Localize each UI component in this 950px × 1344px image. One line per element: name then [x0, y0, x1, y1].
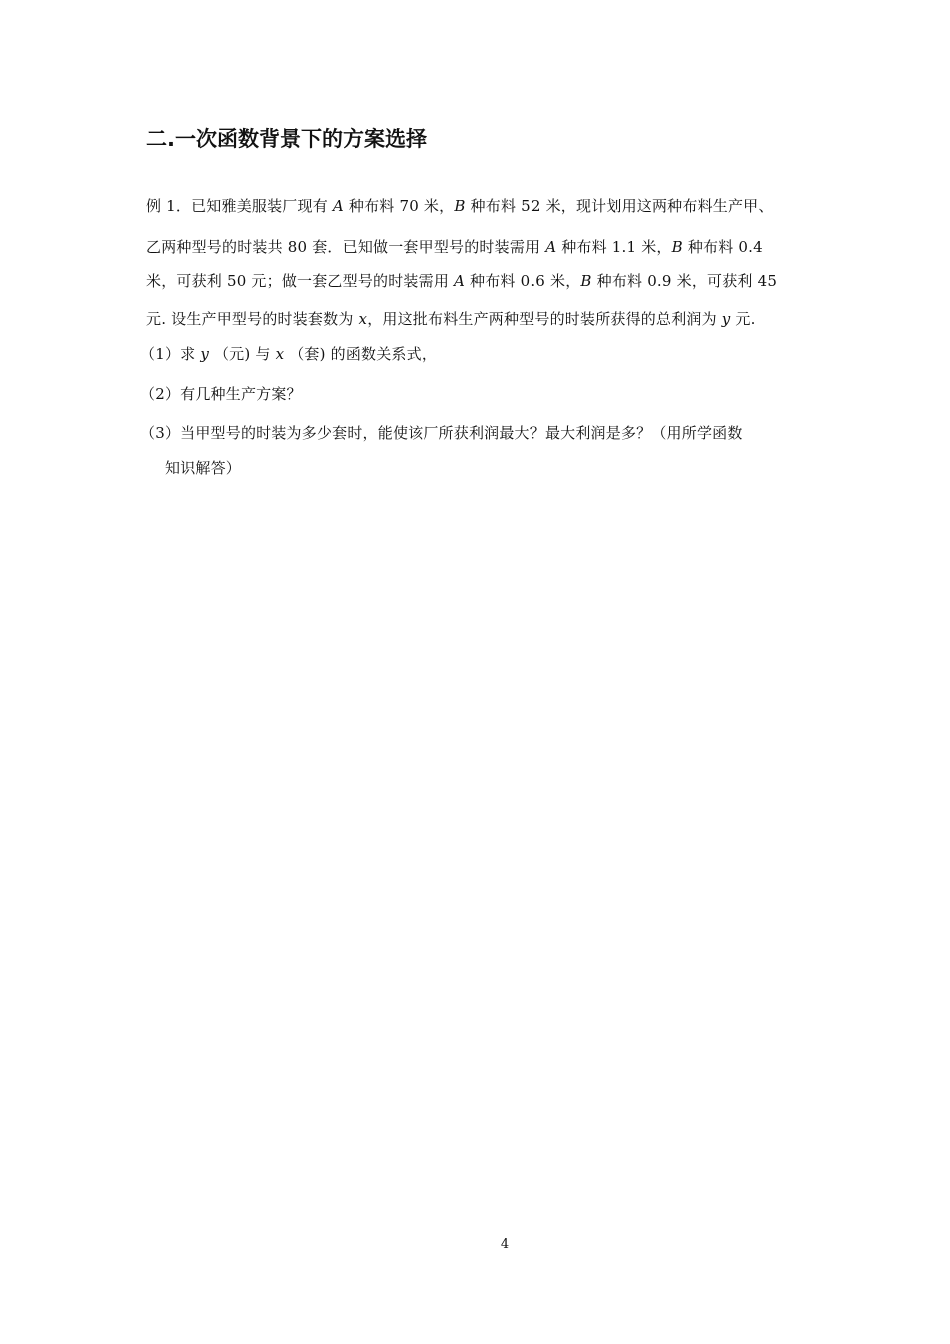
variable-y: y	[200, 345, 209, 363]
example-line-1	[146, 195, 774, 217]
text-segment: 例 1．已知雅美服装厂现有	[146, 197, 333, 215]
question-1	[140, 343, 437, 365]
text-segment: 种布料 0.6 米，	[465, 272, 581, 290]
variable-y: y	[721, 310, 731, 328]
text-segment: （1）求	[140, 345, 201, 363]
variable-b: B	[580, 272, 592, 290]
text-segment: 种布料 1.1 米，	[556, 238, 672, 256]
text-segment: 种布料 0.4	[682, 238, 763, 256]
variable-a: A	[332, 197, 344, 215]
example-line-2	[146, 236, 763, 258]
text-segment: 种布料 70 米，	[343, 197, 455, 215]
text-segment: （套) 的函数关系式，	[284, 345, 438, 363]
question-3-line-1: （3）当甲型号的时装为多少套时，能使该厂所获利润最大？最大利润是多？（用所学函数	[140, 424, 743, 442]
variable-x: x	[275, 345, 285, 363]
page-number: 4	[500, 1237, 510, 1252]
text-segment: 种布料 52 米，现计划用这两种布料生产甲、	[465, 197, 774, 215]
text-segment: 元. 设生产甲型号的时装套数为	[146, 310, 359, 328]
variable-x: x	[358, 310, 368, 328]
example-line-4	[146, 308, 756, 330]
example-line-3	[146, 270, 777, 292]
variable-b: B	[454, 197, 466, 215]
text-segment: 乙两种型号的时装共 80 套．已知做一套甲型号的时装需用	[146, 238, 546, 256]
variable-a: A	[454, 272, 466, 290]
text-segment: （元) 与	[209, 345, 276, 363]
section-title: 二.一次函数背景下的方案选择	[146, 127, 427, 151]
question-3-line-2: 知识解答）	[165, 459, 242, 477]
variable-b: B	[671, 238, 683, 256]
variable-a: A	[545, 238, 557, 256]
text-segment: 米，可获利 50 元；做一套乙型号的时装需用	[146, 272, 454, 290]
question-2: （2）有几种生产方案？	[140, 385, 302, 403]
text-segment: ，用这批布料生产两种型号的时装所获得的总利润为	[367, 310, 722, 328]
text-segment: 种布料 0.9 米，可获利 45	[591, 272, 778, 290]
text-segment: 元.	[730, 310, 756, 328]
